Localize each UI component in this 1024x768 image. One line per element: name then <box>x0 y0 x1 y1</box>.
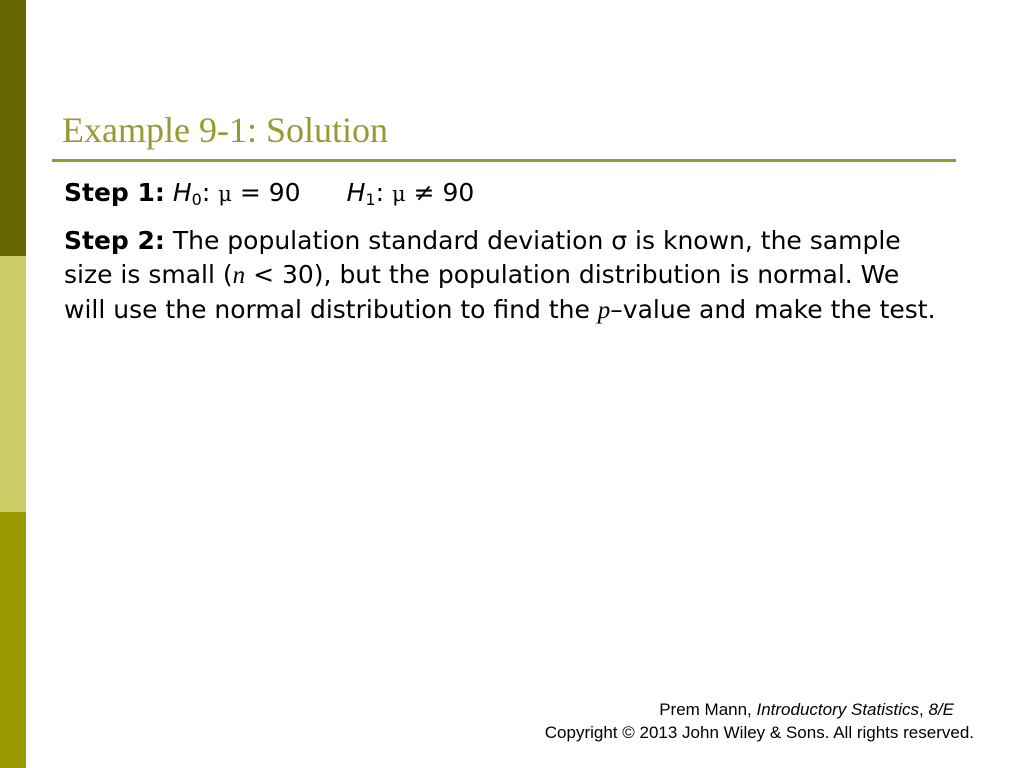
alternative-hypothesis-colon: : <box>375 178 385 207</box>
sidebar-middle-bar <box>0 256 26 512</box>
null-hypothesis-symbol: H <box>172 178 192 207</box>
sidebar-bottom-bar <box>0 512 26 768</box>
footer-separator: , <box>919 700 929 719</box>
alternative-hypothesis-symbol: H <box>346 178 366 207</box>
alternative-hypothesis-value: ≠ 90 <box>413 178 475 207</box>
step-1-label: Step 1: <box>64 178 165 207</box>
step-2-label: Step 2: <box>64 226 165 255</box>
footer-book-title: Introductory Statistics <box>756 700 920 719</box>
null-hypothesis-colon: : <box>201 178 211 207</box>
footer-edition: 8/E <box>928 700 954 719</box>
footer-copyright: Copyright © 2013 John Wiley & Sons. All rights reserved. <box>544 723 974 742</box>
p-value-variable: p <box>597 297 611 324</box>
slide-title: Example 9-1: Solution <box>62 110 388 150</box>
slide-body <box>64 176 944 328</box>
null-hypothesis-subscript: 0 <box>191 190 202 209</box>
alternative-hypothesis-mu: μ <box>391 182 406 206</box>
step-2-text-part-2: < 30), but the population distribution is normal. We will use the normal distribution to find the <box>64 260 900 324</box>
step-2-text-part-1: The population standard deviation σ is known, the sample size is small ( <box>64 226 901 289</box>
title-underline-rule <box>52 159 956 162</box>
footer-citation <box>406 698 966 721</box>
alternative-hypothesis-subscript: 1 <box>365 190 376 209</box>
step-2-paragraph <box>64 224 944 328</box>
step-1-paragraph <box>64 176 944 217</box>
sidebar-top-bar <box>0 0 26 256</box>
footer-author: Prem Mann, <box>659 700 757 719</box>
step-2-text-part-3: –value and make the test. <box>610 295 936 324</box>
null-hypothesis-value: = 90 <box>239 178 301 207</box>
sample-size-variable: n <box>232 262 246 289</box>
slide-footer <box>406 698 974 744</box>
null-hypothesis-mu: μ <box>218 182 232 206</box>
